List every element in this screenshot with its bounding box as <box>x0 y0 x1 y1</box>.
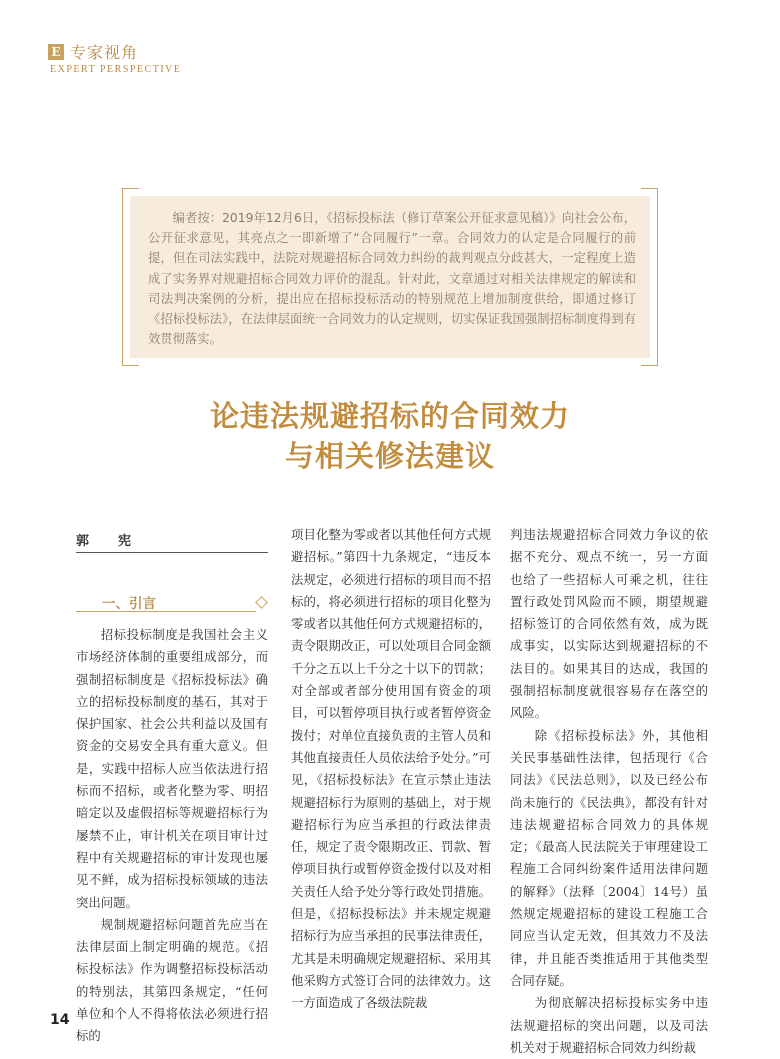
section-heading <box>76 592 268 612</box>
diamond-icon <box>255 596 268 609</box>
paragraph: 为彻底解决招标投标实务中违法规避招标的突出问题，以及司法机关对于规避招标合同效力纠纷裁 <box>510 995 708 1055</box>
editor-note-text: 编者按：2019年12月6日，《招标投标法（修订草案公开征求意见稿）》向社会公布，公开征求意见，其亮点之一即新增了“合同履行”一章。合同效力的认定是合同履行的前提，但在司法实践中，法院对规避招标合同效力纠纷的裁判观点分歧甚大，一定程度上造成了实务界对规避招标合同效力评价的混乱。针对此，文章通过对相关法律规定的解读和司法判决案例的分析，提出应在招标投标活动的特别规范上增加制度供给，即通过修订《招标投标法》，在法律层面统一合同效力的认定规则，切实保证我国强制招标制度得到有效贯彻落实。 <box>148 211 636 347</box>
author-divider <box>76 552 268 553</box>
e-badge-icon: E <box>48 44 64 60</box>
page-number: 14 <box>50 1012 70 1028</box>
frame-line <box>122 188 123 366</box>
paragraph: 项目化整为零或者以其他任何方式规避招标。”第四十九条规定，“违反本法规定，必须进行招标的项目而不招标的，将必须进行招标的项目化整为零或者以其他任何方式规避招标的，责令限期改正，可以处项目合同金额千分之五以上千分之十以下的罚款；对全部或者部分使用国有资金的项目，可以暂停项目执行或者暂停资金拨付；对单位直接负责的主管人员和其他直接责任人员依法给予处分。”可见，《招标投标法》在宣示禁止违法规避招标行为原则的基础上，对于规避招标行为应当承担的行政法律责任，规定了责令限期改正、罚款、暂停项目执行或暂停资金拨付以及对相关责任人给予处分等行政处罚措施。但是，《招标投标法》并未规定规避招标行为应当承担的民事法律责任，尤其是未明确规定规避招标、采用其他采购方式签订合同的法律效力。这一方面造成了各级法院裁 <box>291 527 491 1011</box>
section-heading-text: 一、引言 <box>102 596 156 612</box>
author-name: 郭 宪 <box>76 534 140 549</box>
frame-corner-icon <box>641 188 658 205</box>
editor-note-box <box>130 196 650 358</box>
paragraph: 判违法规避招标合同效力争议的依据不充分、观点不统一，另一方面也给了一些招标人可乘之机，往往置行政处罚风险而不顾，期望规避招标签订的合同依然有效，成为既成事实，以实际达到规避招标的不法目的。如果其目的达成，我国的强制招标制度就很容易存在落空的风险。 <box>510 527 708 721</box>
paragraph: 规制规避招标问题首先应当在法律层面上制定明确的规范。《招标投标法》作为调整招标投标活动的特别法，其第四条规定，“任何单位和个人不得将依法必须进行招标的 <box>76 916 268 1044</box>
frame-corner-icon <box>641 349 658 366</box>
article-title-line1: 论违法规避招标的合同效力 <box>209 399 570 433</box>
article-title <box>0 396 780 476</box>
text-column-2 <box>291 524 491 1015</box>
section-title-en: EXPERT PERSPECTIVE <box>50 64 182 75</box>
section-header <box>48 40 182 75</box>
paragraph: 除《招标投标法》外，其他相关民事基础性法律，包括现行《合同法》《民法总则》，以及已经公布尚未施行的《民法典》，都没有针对违法规避招标合同效力的具体规定；《最高人民法院关于审理建设工程施工合同纠纷案件适用法律问题的解释》（法释〔2004〕14号）虽然规定规避招标的建设工程施工合同应当认定无效，但其效力不及法律，并且能否类推适用于其他类型合同存疑。 <box>510 727 708 988</box>
article-title-line2: 与相关修法建议 <box>284 439 495 473</box>
section-heading-rule <box>76 611 256 612</box>
paragraph: 招标投标制度是我国社会主义市场经济体制的重要组成部分，而强制招标制度是《招标投标法》确立的招标投标制度的基石，其对于保护国家、社会公共利益以及国有资金的交易安全具有重大意义。但是，实践中招标人应当依法进行招标而不招标，或者化整为零、明招暗定以及虚假招标等规避招标行为屡禁不止，审计机关在项目审计过程中有关规避招标的审计发现也屡见不鲜，成为招标投标领域的违法突出问题。 <box>76 627 268 910</box>
frame-line <box>657 188 658 366</box>
section-title-cn: 专家视角 <box>70 43 139 62</box>
frame-corner-icon <box>122 188 139 205</box>
text-column-3 <box>510 524 708 1059</box>
text-column-1 <box>76 624 268 1048</box>
frame-corner-icon <box>122 349 139 366</box>
